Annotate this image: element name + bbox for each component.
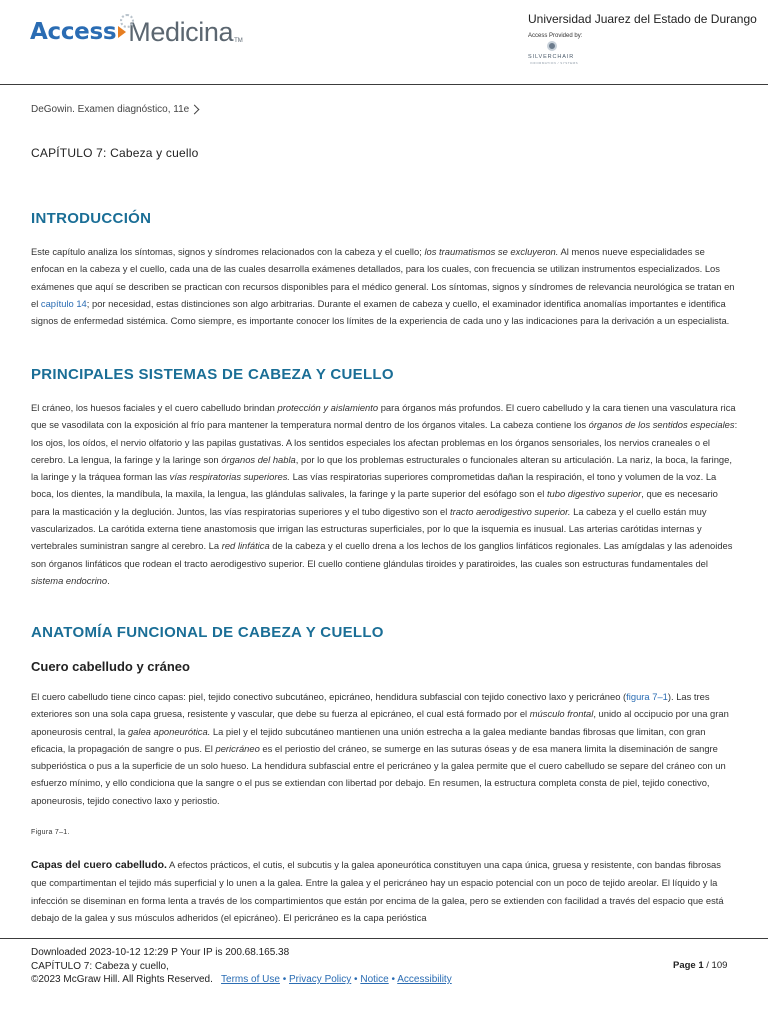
copyright-text: ©2023 McGraw Hill. All Rights Reserved.	[31, 974, 213, 985]
notice-link[interactable]: Notice	[360, 974, 389, 985]
emphasis-text: red linfática	[221, 540, 270, 552]
text-run: es el periostio del cráneo, se sumerge en las suturas óseas y de esa manera limita la diseminación de sangre subperióstica o pus a la superficie de un solo hueso. La hendidura subfascial entre el pericráneo y la galea permite que el cuero cabelludo se separe del cráneo con un esfuerzo mínimo, y ello condiciona que la sangre o el pus se extiendan con libertad por debajo. En resumen, la estructura completa consta de piel, tejido conectivo, aponeurosis, tejido conectivo laxo y periostio.	[31, 742, 726, 806]
systems-heading: PRINCIPALES SISTEMAS DE CABEZA Y CUELLO	[31, 366, 394, 383]
text-run: El cráneo, los huesos faciales y el cuero cabelludo brindan	[31, 402, 278, 413]
chapter-title: CAPÍTULO 7: Cabeza y cuello	[31, 146, 199, 160]
terms-of-use-link[interactable]: Terms of Use	[221, 974, 280, 985]
emphasis-text: los traumatismos se excluyeron.	[424, 246, 559, 257]
systems-paragraph	[31, 399, 739, 589]
separator-bullet: •	[282, 974, 287, 985]
privacy-policy-link[interactable]: Privacy Policy	[289, 974, 352, 985]
logo-medicina-text: Medicina	[128, 16, 234, 47]
separator-bullet: •	[391, 974, 395, 985]
text-run: Al menos nueve especialidades se enfocan en la cabeza y el cuello, cada una de las cuales desarrolla exámenes detallados, para los cuales, con frecuencia se utilizan instrumentos especializados. Los exámenes que aquí se describen se practican con recursos disponibles para el médico general. Los síntomas, signos y síndromes de relevancia neurológica se tratan en el	[31, 246, 735, 309]
institution-name: Universidad Juarez del Estado de Durango	[528, 12, 757, 26]
page-number	[673, 960, 727, 971]
text-run: La cabeza y el cuello están muy vascularizados. La carótida externa tiene anastomosis que irrigan las estructuras superficiales, por lo que la isquemia es inusual. Las arterias carótidas internas y vertebrales suministran sangre al cerebro. La	[31, 505, 707, 552]
intro-paragraph	[31, 243, 739, 329]
emphasis-text: sistema endocrino	[31, 574, 108, 586]
anatomy-heading: ANATOMÍA FUNCIONAL DE CABEZA Y CUELLO	[31, 624, 384, 641]
scalp-paragraph	[31, 688, 739, 809]
emphasis-text: órganos del habla	[221, 453, 296, 465]
silverchair-tagline: INFORMATION / SYSTEMS	[530, 61, 579, 65]
emphasis-text: tracto aerodigestivo superior.	[449, 505, 571, 517]
emphasis-text: vías respiratorias superiores.	[169, 471, 290, 483]
emphasis-text: músculo frontal	[529, 708, 594, 720]
text-run: , que es necesario para la masticación y la deglución. Juntos, las vías respiratorias superiores y el tubo digestivo son el	[31, 488, 718, 517]
logo-access-text: Access	[30, 19, 117, 45]
layers-paragraph	[31, 856, 739, 926]
chevron-right-icon	[190, 105, 200, 115]
text-run: : los ojos, los oídos, el nervio olfatorio y las papilas gustativas. A los sentidos especiales los afectan problemas en los órganos sensoriales, los nervios craneales o el cerebro. La lengua, la faringe y la laringe son	[31, 419, 738, 465]
text-run: El cuero cabelludo tiene cinco capas: piel, tejido conectivo subcutáneo, epicráneo, hendidura subfascial con tejido conectivo laxo y pericráneo (	[31, 691, 627, 702]
text-run: , unido al occipucio por una gran aponeurosis central, la	[31, 708, 729, 737]
emphasis-text: galea aponeurótica.	[127, 725, 211, 737]
inline-reference-link[interactable]: capítulo 14	[40, 297, 87, 309]
footer-copyright-line	[31, 973, 452, 987]
breadcrumb-book-link[interactable]: DeGowin. Examen diagnóstico, 11e	[31, 104, 190, 115]
separator-bullet: •	[354, 974, 358, 985]
text-run: Las vías respiratorias superiores comprometidas dañan la respiración, el tono y volumen de la voz. La boca, los dientes, la mandíbula, la maxila, la lengua, las glándulas salivales, la faringe y la parte superior del esófago son el	[31, 471, 717, 500]
text-run: La piel y el tejido subcutáneo mantienen una unión estrecha a la galea mediante bandas fibrosas que limitan, con gran eficacia, la propagación de sangre o pus. El	[31, 725, 706, 754]
text-run: .	[107, 574, 110, 586]
text-run: ). Las tres exteriores son una sola capa gruesa, resistente y vascular, que debe su fuerza al epicráneo, el cual está formado por el	[31, 691, 710, 720]
site-header	[0, 0, 768, 85]
page-total: / 109	[706, 960, 728, 971]
page-current: Page 1	[673, 960, 704, 971]
logo-trademark: TM	[234, 38, 243, 44]
accessibility-link[interactable]: Accessibility	[397, 974, 452, 985]
text-run: para órganos más profundos. El cuero cabelludo y la cara tienen una vasculatura rica que se vasodilata con la exposición al frío para mantener la temperatura normal dentro de los órganos vitales. La cabeza contiene los	[31, 402, 736, 431]
page-footer	[0, 938, 768, 1024]
footer-info	[31, 946, 452, 987]
inline-reference-link[interactable]: figura 7–1	[626, 691, 668, 702]
text-run: ; por necesidad, estas distinciones son algo arbitrarias. Durante el examen de cabeza y cuello, el examinador identifica anomalías importantes e identifica signos de enfermedad sistémica. Como siempre, es importante conocer los límites de la experiencia de cada uno y las indicaciones para la derivación a un especialista.	[31, 297, 730, 327]
breadcrumb	[31, 104, 198, 115]
text-run: Este capítulo analiza los síntomas, signos y síndromes relacionados con la cabeza y el cuello;	[31, 246, 425, 257]
access-provided-label: Access Provided by:	[528, 33, 583, 39]
silverchair-name: SILVERCHAIR	[528, 54, 575, 60]
text-run: , por lo que los problemas estructurales o funcionales alteran su articulación. La nariz, la boca, la faringe, la laringe y la tráquea forman las	[31, 453, 732, 483]
intro-heading: INTRODUCCIÓN	[31, 210, 152, 227]
run-in-heading: Capas del cuero cabelludo.	[31, 859, 167, 871]
emphasis-text: protección y aislamiento	[277, 402, 379, 413]
scalp-heading: Cuero cabelludo y cráneo	[31, 659, 190, 674]
emphasis-text: órganos de los sentidos especiales	[588, 419, 735, 431]
gear-icon	[120, 14, 134, 28]
silverchair-emblem-icon	[547, 41, 557, 51]
emphasis-text: tubo digestivo superior	[546, 488, 642, 500]
footer-chapter: CAPÍTULO 7: Cabeza y cuello,	[31, 960, 169, 972]
silverchair-logo	[528, 41, 580, 65]
figure-caption: Figura 7–1.	[31, 829, 70, 836]
text-run: A efectos prácticos, el cutis, el subcutis y la galea aponeurótica constituyen una capa única, gruesa y resistente, con bandas fibrosas que compartimentan el tejido más superficial y lo unen a la galea. Entre la galea y el pericráneo hay un espacio potencial con un poco de tejido areolar. El líquido y la infección se diseminan en forma lenta a través de los compartimientos que están por encima de la galea, pero se extienden con facilidad a través del espacio que está debajo de la galea y sus músculos adheridos (el epicráneo). El pericráneo es la capa perióstica	[31, 859, 724, 923]
accessmedicina-logo[interactable]	[30, 14, 243, 50]
download-info: Downloaded 2023-10-12 12:29 P Your IP is 200.68.165.38	[31, 947, 290, 958]
text-run: de la cabeza y el cuello drena a los lechos de los ganglios linfáticos regionales. Las amígdalas y las adenoides son órganos linfáticos que rodean el tracto aerodigestivo superior. El cuello contiene glándulas tiroides y paratiroides, las cuales son estructuras fundamentales del	[31, 540, 733, 569]
emphasis-text: pericráneo	[215, 742, 260, 754]
